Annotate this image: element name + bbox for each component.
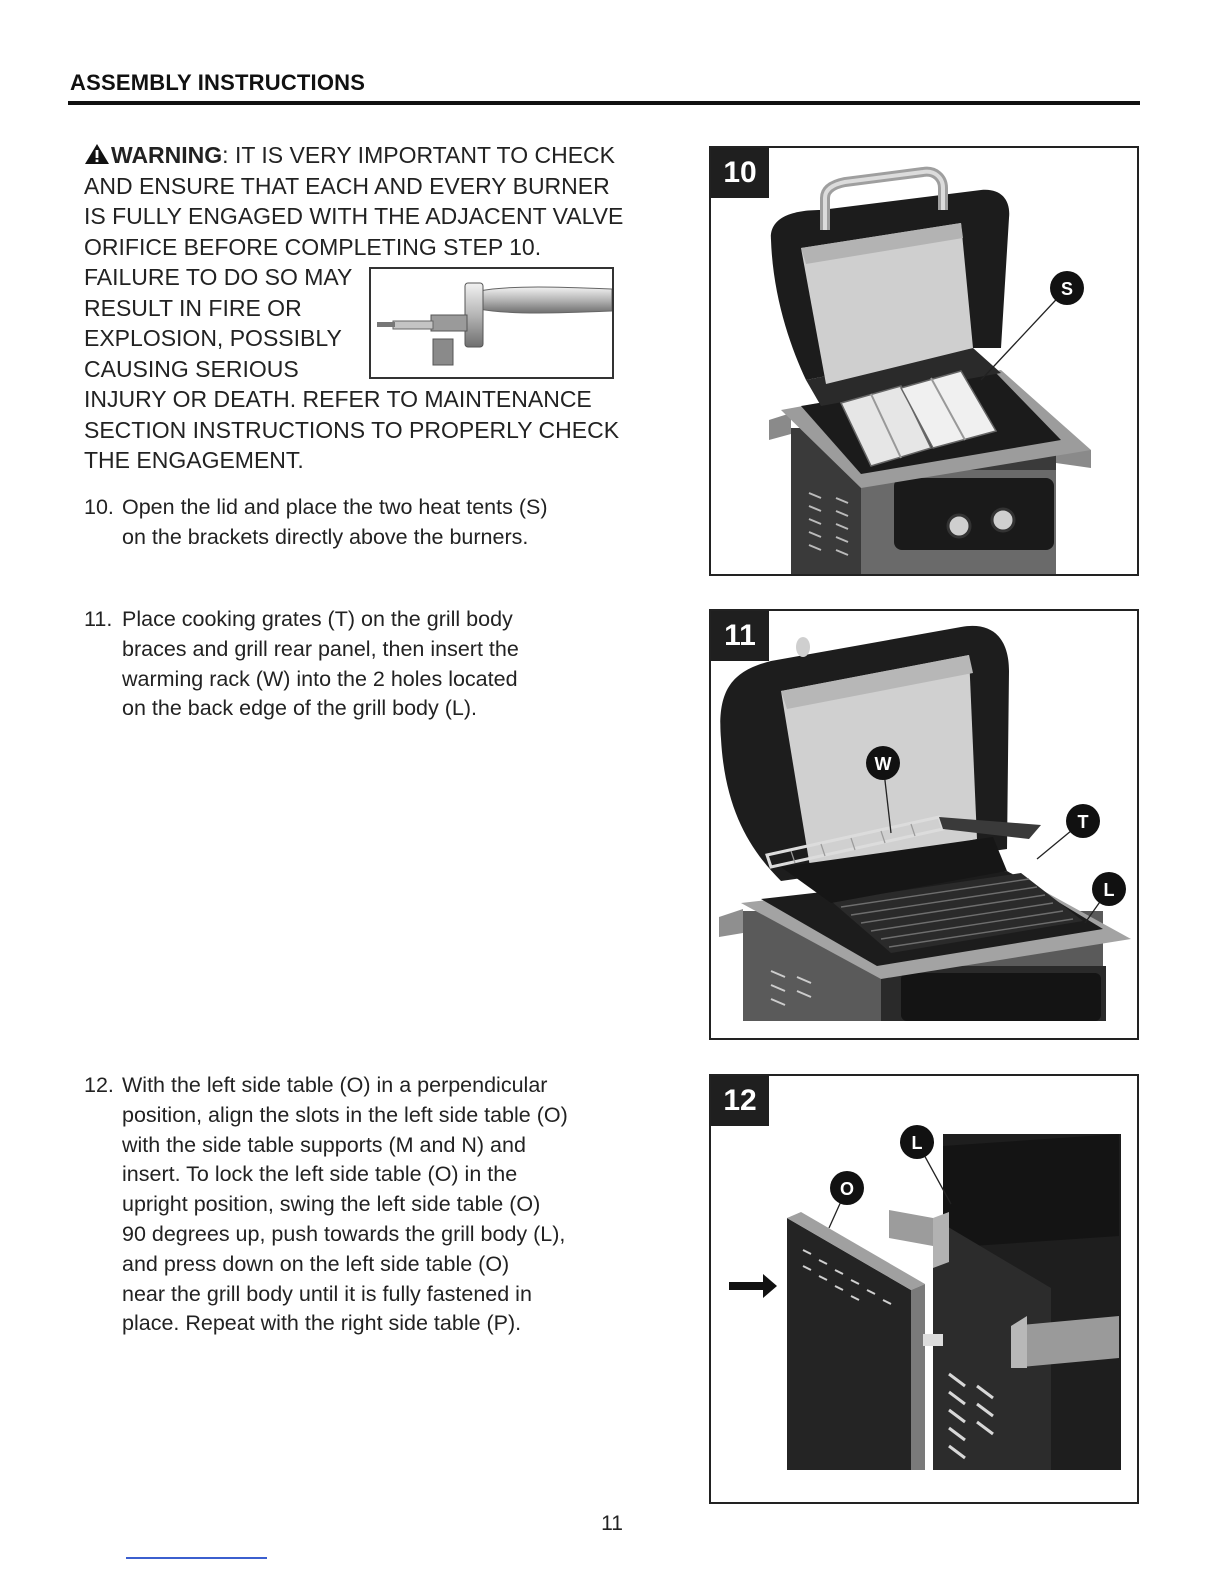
warning-line-11: THE ENGAGEMENT.: [84, 447, 304, 473]
section-title: ASSEMBLY INSTRUCTIONS: [70, 70, 366, 95]
burner-valve-illustration: [369, 267, 614, 379]
callout-label: T: [1077, 812, 1089, 832]
warning-label: WARNING: [111, 142, 223, 168]
callout-label: S: [1060, 279, 1074, 299]
warning-line-7: EXPLOSION, POSSIBLY: [84, 325, 342, 351]
warning-line-6: RESULT IN FIRE OR: [84, 294, 302, 321]
warning-line-1: WARNING: IT IS VERY IMPORTANT TO CHECK: [84, 140, 644, 171]
step-number: 10.: [84, 495, 114, 519]
warning-line-8: CAUSING SERIOUS: [84, 355, 299, 382]
figure-step-12: [709, 1074, 1139, 1504]
step-badge: 10: [711, 148, 769, 198]
step-11: 11. Place cooking grates (T) on the grill body braces and grill rear panel, then insert the warming rack (W) into the 2 holes located on the back edge of the grill body (L).: [84, 607, 519, 721]
step-10: 10. Open the lid and place the two heat tents (S) on the brackets directly above the burners.: [84, 495, 548, 549]
warning-line-2: AND ENSURE THAT EACH AND EVERY BURNER: [84, 172, 610, 199]
step-number: 11.: [84, 607, 113, 631]
grill-heat-tents-illustration: [711, 148, 1137, 574]
warning-line-3: IS FULLY ENGAGED WITH THE ADJACENT VALVE: [84, 203, 624, 229]
figure-step-10: [709, 146, 1139, 576]
step-badge: 11: [711, 611, 769, 661]
warning-line-10: SECTION INSTRUCTIONS TO PROPERLY CHECK: [84, 416, 620, 443]
warning-triangle-icon: [84, 143, 110, 165]
grill-cooking-grates-illustration: [711, 611, 1137, 1038]
step-badge: 12: [711, 1076, 769, 1126]
warning-line-5: FAILURE TO DO SO MAY: [84, 264, 353, 290]
callout-label: L: [1103, 880, 1115, 900]
side-table-attachment-illustration: [711, 1076, 1137, 1502]
step-number: 12.: [84, 1073, 114, 1097]
warning-line-4: ORIFICE BEFORE COMPLETING STEP 10.: [84, 233, 542, 260]
page-number: 11: [601, 1512, 623, 1535]
footer-divider: [126, 1557, 267, 1559]
header-divider: [68, 101, 1140, 105]
callout-label: O: [839, 1179, 855, 1199]
step-12: 12. With the left side table (O) in a perpendicular position, align the slots in the left side table (O) with the side table supports (M and N) and insert. To lock the left side table (O) in the upright position, swing the left side table (O) 90 degrees up, push towards the grill body (L), and press down on the left side table (O) near the grill body until it is fully fastened in place. Repeat with the right side table (P).: [84, 1073, 568, 1336]
warning-line-9: INJURY OR DEATH. REFER TO MAINTENANCE: [84, 386, 592, 412]
callout-label: W: [874, 754, 892, 774]
figure-step-11: [709, 609, 1139, 1040]
callout-label: L: [911, 1133, 923, 1153]
